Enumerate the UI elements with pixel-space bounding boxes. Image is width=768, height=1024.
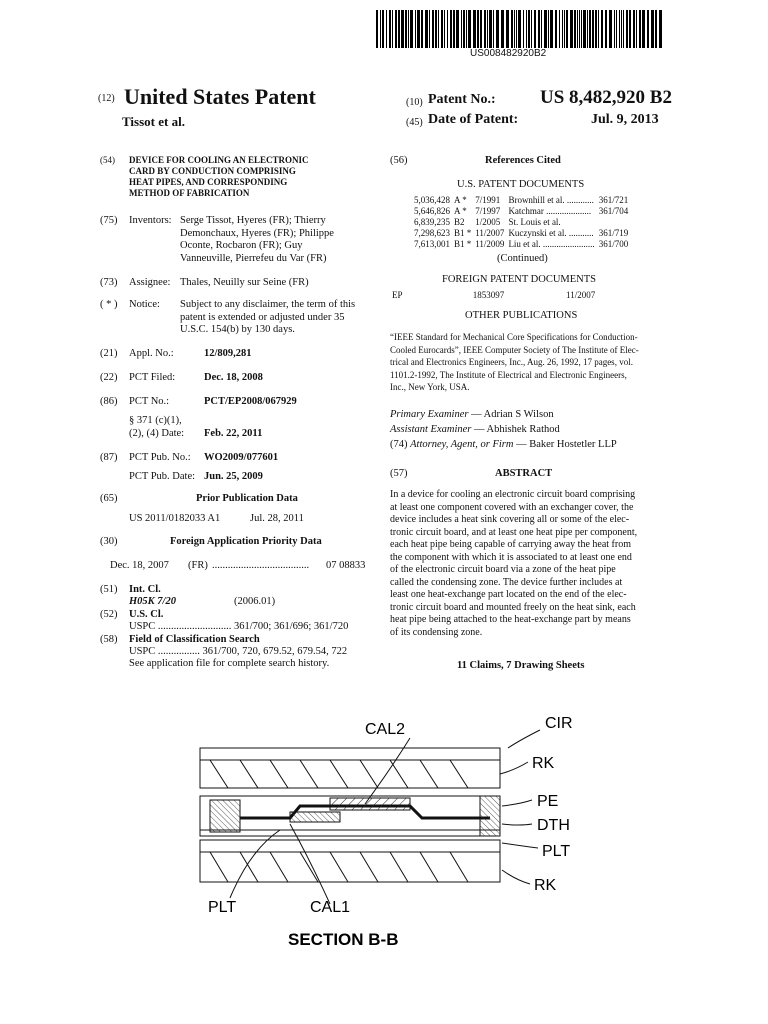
- barcode-bar: [581, 10, 582, 48]
- pct-filed-label: PCT Filed:: [129, 372, 176, 383]
- other-pubs-heading: OTHER PUBLICATIONS: [465, 310, 578, 321]
- us-docs-heading: U.S. PATENT DOCUMENTS: [457, 179, 585, 190]
- barcode-bar: [559, 10, 560, 48]
- date-tag: (45): [406, 117, 423, 128]
- label-cir: CIR: [545, 715, 573, 732]
- assignee-label: Assignee:: [129, 277, 171, 288]
- barcode-bar: [438, 10, 439, 48]
- intcl-tag: (51): [100, 584, 118, 595]
- field-line1: USPC ................ 361/700, 720, 679.52, 679.54, 722: [129, 646, 348, 657]
- notice-text: Subject to any disclaimer, the term of this patent is extended or adjusted under 35 U.S.C. 154(b) by 130 days.: [180, 299, 356, 335]
- barcode-number: US008482920B2: [470, 48, 547, 59]
- barcode-bar: [398, 10, 400, 48]
- pct-filed-date: Dec. 18, 2008: [204, 372, 263, 383]
- barcode-bar: [659, 10, 662, 48]
- us-citation-row: [412, 195, 630, 206]
- barcode-bar: [639, 10, 641, 48]
- pub-no-label: PCT Pub. No.:: [129, 452, 191, 463]
- barcode-bar: [382, 10, 384, 48]
- barcode-bar: [415, 10, 416, 48]
- us-citation-cls: 361/719: [598, 228, 629, 238]
- assignee-tag: (73): [100, 277, 118, 288]
- barcode-bar: [564, 10, 565, 48]
- abstract-heading: ABSTRACT: [495, 468, 553, 479]
- patent-number: US 8,482,920 B2: [540, 87, 672, 108]
- us-citation-date: 11/2009: [475, 239, 505, 249]
- barcode-bar: [511, 10, 513, 48]
- patent-authors: Tissot et al.: [122, 114, 185, 129]
- us-citation-date: 11/2007: [475, 228, 505, 238]
- us-citation-cls: 361/721: [598, 195, 629, 205]
- us-citation-row: [412, 217, 630, 228]
- barcode-bar: [429, 10, 430, 48]
- us-citation-row: [412, 228, 630, 239]
- us-citation-kind: A *: [454, 195, 467, 205]
- barcode-bar: [555, 10, 557, 48]
- pub-date-label: PCT Pub. Date:: [129, 471, 196, 482]
- barcode-bar: [432, 10, 434, 48]
- label-rk-bottom: RK: [534, 877, 557, 894]
- s371-label: § 371 (c)(1), (2), (4) Date:: [129, 415, 185, 439]
- barcode-bar: [421, 10, 423, 48]
- barcode-bar: [389, 10, 391, 48]
- patent-no-tag: (10): [406, 97, 423, 108]
- us-citation-no: 6,839,235: [414, 217, 450, 227]
- us-citation-cls: 361/700: [598, 239, 629, 249]
- intcl-year: (2006.01): [234, 596, 276, 607]
- foreign-citation-country: EP: [392, 290, 403, 300]
- barcode-bar: [601, 10, 603, 48]
- patent-no-label: Patent No.:: [428, 92, 496, 107]
- refs-tag: (56): [390, 155, 408, 166]
- foreign-country: (FR): [188, 560, 208, 571]
- us-citation-kind: B1 *: [454, 239, 472, 249]
- barcode-bar: [410, 10, 413, 48]
- barcode-bar: [544, 10, 547, 48]
- barcode-bar: [441, 10, 443, 48]
- barcode-bar: [548, 10, 549, 48]
- barcode-bar: [501, 10, 504, 48]
- date-label: Date of Patent:: [428, 112, 519, 127]
- top-rail: [200, 748, 500, 760]
- us-citation-no: 5,036,428: [414, 195, 450, 205]
- barcode-bar: [623, 10, 624, 48]
- inventors-label: Inventors:: [129, 215, 172, 226]
- patent-kind: United States Patent: [124, 84, 316, 109]
- barcode-bar: [562, 10, 563, 48]
- foreign-heading: Foreign Application Priority Data: [170, 536, 322, 547]
- barcode-bar: [473, 10, 476, 48]
- barcode-bar: [514, 10, 515, 48]
- barcode-bar: [408, 10, 409, 48]
- barcode-bar: [616, 10, 617, 48]
- label-plt-right: PLT: [542, 843, 571, 860]
- barcode-bar: [450, 10, 452, 48]
- barcode-bar: [574, 10, 576, 48]
- assistant-examiner: Assistant Examiner — Abhishek Rathod: [390, 424, 560, 435]
- pct-filed-tag: (22): [100, 372, 118, 383]
- barcode-bar: [516, 10, 517, 48]
- us-citation-name: Brownhill et al. ............: [508, 195, 594, 205]
- barcode-bar: [550, 10, 553, 48]
- barcode-bar: [614, 10, 615, 48]
- barcode-bar: [633, 10, 635, 48]
- barcode-bar: [461, 10, 462, 48]
- foreign-citation-row: [390, 290, 670, 301]
- foreign-number: 07 08833: [326, 560, 366, 571]
- barcode-bar: [626, 10, 628, 48]
- barcode-bar: [487, 10, 488, 48]
- figure-caption: SECTION B-B: [288, 930, 399, 949]
- barcode-bar: [642, 10, 645, 48]
- barcode-bar: [477, 10, 479, 48]
- prior-number: US 2011/0182033 A1: [129, 513, 221, 524]
- barcode-bar: [592, 10, 594, 48]
- uscl-tag: (52): [100, 609, 118, 620]
- s371-date: Feb. 22, 2011: [204, 428, 263, 439]
- barcode-bar: [528, 10, 530, 48]
- barcode-bar: [456, 10, 459, 48]
- abstract-tag: (57): [390, 468, 408, 479]
- barcode-bar: [518, 10, 521, 48]
- barcode-bar: [453, 10, 455, 48]
- barcode-bar: [541, 10, 542, 48]
- us-citation-date: 1/2005: [475, 217, 501, 227]
- refs-heading: References Cited: [485, 155, 561, 166]
- barcode-bar: [523, 10, 524, 48]
- barcode-bar: [401, 10, 404, 48]
- prior-heading: Prior Publication Data: [196, 493, 298, 504]
- appl-tag: (21): [100, 348, 118, 359]
- us-citation-no: 7,298,623: [414, 228, 450, 238]
- barcode-bar: [466, 10, 467, 48]
- abstract-text: In a device for cooling an electronic circuit board comprising at least one component covered with an exchanger cover, the device includes a heat sink covering all or some of the elec- tronic circuit board, and at least one heat pipe per component, each heat pipe being capable of carrying away the heat from the component with which it is associated to at least one end of the electronic circuit board via a zone of the heat pipe called the condensing zone. The device further includes at least one heat-exchange part located on the end of the elec- tronic circuit board and mounted freely on the heat sink, each heat pipe being attached to the heat-exchange part by means of its condensing zone.: [390, 489, 638, 638]
- foreign-date: Dec. 18, 2007: [110, 560, 169, 571]
- heat-exchanger: [330, 798, 410, 810]
- foreign-dots: .....................................: [212, 560, 310, 571]
- us-citation-name: Katchmar ....................: [508, 206, 592, 216]
- barcode-bar: [405, 10, 407, 48]
- us-citation-name: Liu et al. .......................: [508, 239, 595, 249]
- barcode-bar: [463, 10, 465, 48]
- field-label: Field of Classification Search: [129, 634, 260, 645]
- barcode-bar: [468, 10, 471, 48]
- us-citation-no: 5,646,826: [414, 206, 450, 216]
- prior-tag: (65): [100, 493, 118, 504]
- other-pubs-text: “IEEE Standard for Mechanical Core Specifications for Conduction- Cooled Eurocards”, IEEE Computer Society of The Institute of Elec- trical and Electronics Engineers, Inc., Aug. 26, 1992, 17 pages, vol. 1101.2-1992, The Institute of Electrical and Electronic Engineers, Inc., New York, USA.: [390, 332, 639, 392]
- barcode-bar: [538, 10, 540, 48]
- field-tag: (58): [100, 634, 118, 645]
- inventors-list: Serge Tissot, Hyeres (FR); Thierry Demonchaux, Hyeres (FR); Philippe Oconte, Rocbaron (FR); Guy Vanneuville, Pierrefeu du Var (FR): [180, 215, 334, 264]
- foreign-citation-no: 1853097: [472, 290, 505, 300]
- inventors-tag: (75): [100, 215, 118, 226]
- barcode-bar: [531, 10, 532, 48]
- barcode-bar: [376, 10, 378, 48]
- label-plt-bottom: PLT: [208, 899, 237, 916]
- field-line2: See application file for complete search history.: [129, 658, 330, 669]
- us-citation-kind: B2: [454, 217, 465, 227]
- us-citation-date: 7/1991: [475, 195, 501, 205]
- appl-number: 12/809,281: [204, 348, 252, 359]
- intcl-label: Int. Cl.: [129, 584, 161, 595]
- barcode-bar: [526, 10, 527, 48]
- foreign-citations-table: [390, 290, 670, 301]
- cross-section-figure: [190, 700, 610, 960]
- top-rack: [200, 760, 500, 788]
- label-pe: PE: [537, 793, 559, 810]
- barcode-bar: [496, 10, 499, 48]
- prior-date: Jul. 28, 2011: [250, 513, 304, 524]
- barcode-bar: [566, 10, 568, 48]
- barcode-bar: [380, 10, 381, 48]
- us-citation-row: [412, 239, 630, 250]
- label-rk-top: RK: [532, 755, 555, 772]
- us-citation-cls: 361/704: [598, 206, 629, 216]
- pct-no-tag: (86): [100, 396, 118, 407]
- barcode-bar: [417, 10, 420, 48]
- barcode-bar: [605, 10, 607, 48]
- us-citation-row: [412, 206, 630, 217]
- barcode-bar: [636, 10, 637, 48]
- barcode-bar: [595, 10, 597, 48]
- title-tag: (54): [100, 155, 115, 165]
- component: [290, 812, 340, 822]
- pct-number: PCT/EP2008/067929: [204, 396, 297, 407]
- intcl-code: H05K 7/20: [129, 596, 176, 607]
- barcode-bar: [489, 10, 492, 48]
- us-citation-kind: A *: [454, 206, 467, 216]
- barcode-bar: [655, 10, 657, 48]
- bottom-rail: [200, 840, 500, 852]
- barcode-bar: [444, 10, 445, 48]
- us-citation-no: 7,613,001: [414, 239, 450, 249]
- pub-date: Jun. 25, 2009: [204, 471, 263, 482]
- barcode-bar: [506, 10, 509, 48]
- barcode-bar: [447, 10, 448, 48]
- barcode-bar: [609, 10, 612, 48]
- attorney: (74) Attorney, Agent, or Firm — Baker Hostetler LLP: [390, 439, 617, 450]
- kind-code-tag: (12): [98, 93, 115, 104]
- label-dth: DTH: [537, 817, 570, 834]
- pub-number: WO2009/077601: [204, 452, 279, 463]
- assignee-value: Thales, Neuilly sur Seine (FR): [180, 277, 309, 288]
- barcode-bar: [621, 10, 622, 48]
- us-citations-table: [412, 195, 630, 250]
- continued-label: (Continued): [497, 253, 548, 264]
- barcode-bar: [577, 10, 578, 48]
- patent-date: Jul. 9, 2013: [591, 112, 659, 127]
- barcode-bar: [435, 10, 437, 48]
- barcode-bar: [587, 10, 588, 48]
- us-citation-name: Kuczynski et al. ...........: [508, 228, 594, 238]
- us-citation-cls: [597, 217, 631, 228]
- us-citation-kind: B1 *: [454, 228, 472, 238]
- barcode-bar: [392, 10, 393, 48]
- uscl-label: U.S. Cl.: [129, 609, 164, 620]
- us-citation-date: 7/1997: [475, 206, 501, 216]
- label-cal1: CAL1: [310, 899, 351, 916]
- barcode-bar: [583, 10, 586, 48]
- left-block: [210, 800, 240, 832]
- notice-label: Notice:: [129, 299, 160, 310]
- barcode-bar: [395, 10, 397, 48]
- barcode-bar: [480, 10, 482, 48]
- uscl-line: USPC ............................ 361/700; 361/696; 361/720: [129, 621, 349, 632]
- label-cal2: CAL2: [365, 721, 406, 738]
- barcode-bar: [493, 10, 494, 48]
- barcode-bar: [647, 10, 649, 48]
- barcode-bar: [484, 10, 486, 48]
- appl-label: Appl. No.:: [129, 348, 174, 359]
- barcode-bar: [579, 10, 580, 48]
- pct-no-label: PCT No.:: [129, 396, 170, 407]
- barcode-bar: [619, 10, 620, 48]
- foreign-docs-heading: FOREIGN PATENT DOCUMENTS: [442, 274, 597, 285]
- claims-summary: 11 Claims, 7 Drawing Sheets: [457, 660, 585, 671]
- barcode-bar: [425, 10, 428, 48]
- barcode-bar: [598, 10, 599, 48]
- pub-tag: (87): [100, 452, 118, 463]
- barcode-bar: [570, 10, 573, 48]
- barcode: [376, 10, 664, 48]
- foreign-citation-date: 11/2007: [566, 290, 596, 300]
- barcode-bar: [386, 10, 387, 48]
- barcode-bar: [651, 10, 654, 48]
- notice-tag: ( * ): [100, 299, 118, 310]
- foreign-tag: (30): [100, 536, 118, 547]
- us-citation-name: St. Louis et al.: [508, 217, 561, 227]
- barcode-bar: [589, 10, 591, 48]
- barcode-bar: [629, 10, 631, 48]
- primary-examiner: Primary Examiner — Adrian S Wilson: [390, 409, 554, 420]
- barcode-bar: [534, 10, 536, 48]
- patent-title: DEVICE FOR COOLING AN ELECTRONIC CARD BY CONDUCTION COMPRISING HEAT PIPES, AND CORRESPONDING METHOD OF FABRICATION: [129, 155, 309, 198]
- bottom-rack: [200, 852, 500, 882]
